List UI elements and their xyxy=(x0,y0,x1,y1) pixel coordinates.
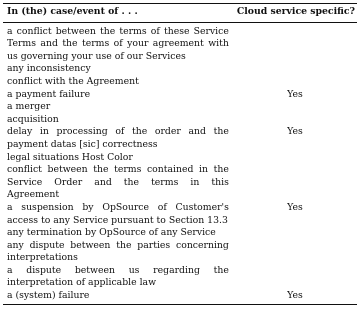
cloud-cell xyxy=(233,164,357,202)
case-cell: conflict between the terms contained in the Service Order and the terms in this Agreement xyxy=(7,164,229,201)
table-row xyxy=(3,202,357,227)
case-cell: any dispute between the parties concerning interpretations xyxy=(7,239,229,264)
cases-table xyxy=(3,3,357,305)
cloud-cell xyxy=(233,227,357,240)
cloud-cell: Yes xyxy=(287,88,303,100)
cloud-cell xyxy=(233,76,357,89)
table-row xyxy=(3,290,357,304)
table-row xyxy=(3,265,357,290)
case-cell: legal situations Host Color xyxy=(7,151,133,163)
cloud-cell: Yes xyxy=(287,126,303,138)
table-row xyxy=(3,126,357,151)
cloud-cell xyxy=(233,101,357,114)
case-cell: any termination by OpSource of any Service xyxy=(7,227,216,239)
cloud-cell xyxy=(233,152,357,165)
case-cell: any inconsistency xyxy=(7,63,91,75)
case-cell: a dispute between us regarding the interpretation of applicable law xyxy=(7,264,229,289)
table-row xyxy=(3,240,357,265)
header-cloud-service-specific: Cloud service specific? xyxy=(233,4,357,23)
header-row xyxy=(3,4,357,23)
table-row xyxy=(3,89,357,102)
cloud-cell: Yes xyxy=(287,201,303,213)
case-cell: a (system) failure xyxy=(3,290,233,304)
cloud-cell xyxy=(233,240,357,265)
case-cell: a merger xyxy=(7,101,51,113)
cloud-cell: Yes xyxy=(233,290,357,304)
case-cell: a suspension by OpSource of Customer's access to any Service pursuant to Section 13.3 xyxy=(7,201,229,226)
case-cell: delay in processing of the order and the payment datas [sic] correctness xyxy=(7,126,229,150)
case-cell: a payment failure xyxy=(7,88,91,100)
table-row xyxy=(3,164,357,202)
cloud-cell xyxy=(233,265,357,290)
table-row xyxy=(3,76,357,89)
table-row xyxy=(3,63,357,76)
table-row xyxy=(3,101,357,114)
table-row xyxy=(3,227,357,240)
cloud-cell xyxy=(233,22,357,63)
table-row xyxy=(3,114,357,127)
cloud-cell xyxy=(233,114,357,127)
table-row xyxy=(3,22,357,63)
cloud-cell xyxy=(233,63,357,76)
header-case: In (the) case/event of . . . xyxy=(3,4,233,23)
case-cell: conflict with the Agreement xyxy=(7,75,139,87)
case-cell: a conflict between the terms of these Service Terms and the terms of your agreement with us governing your use of our Services xyxy=(7,25,229,62)
case-cell: acquisition xyxy=(7,113,59,125)
table-row xyxy=(3,152,357,165)
